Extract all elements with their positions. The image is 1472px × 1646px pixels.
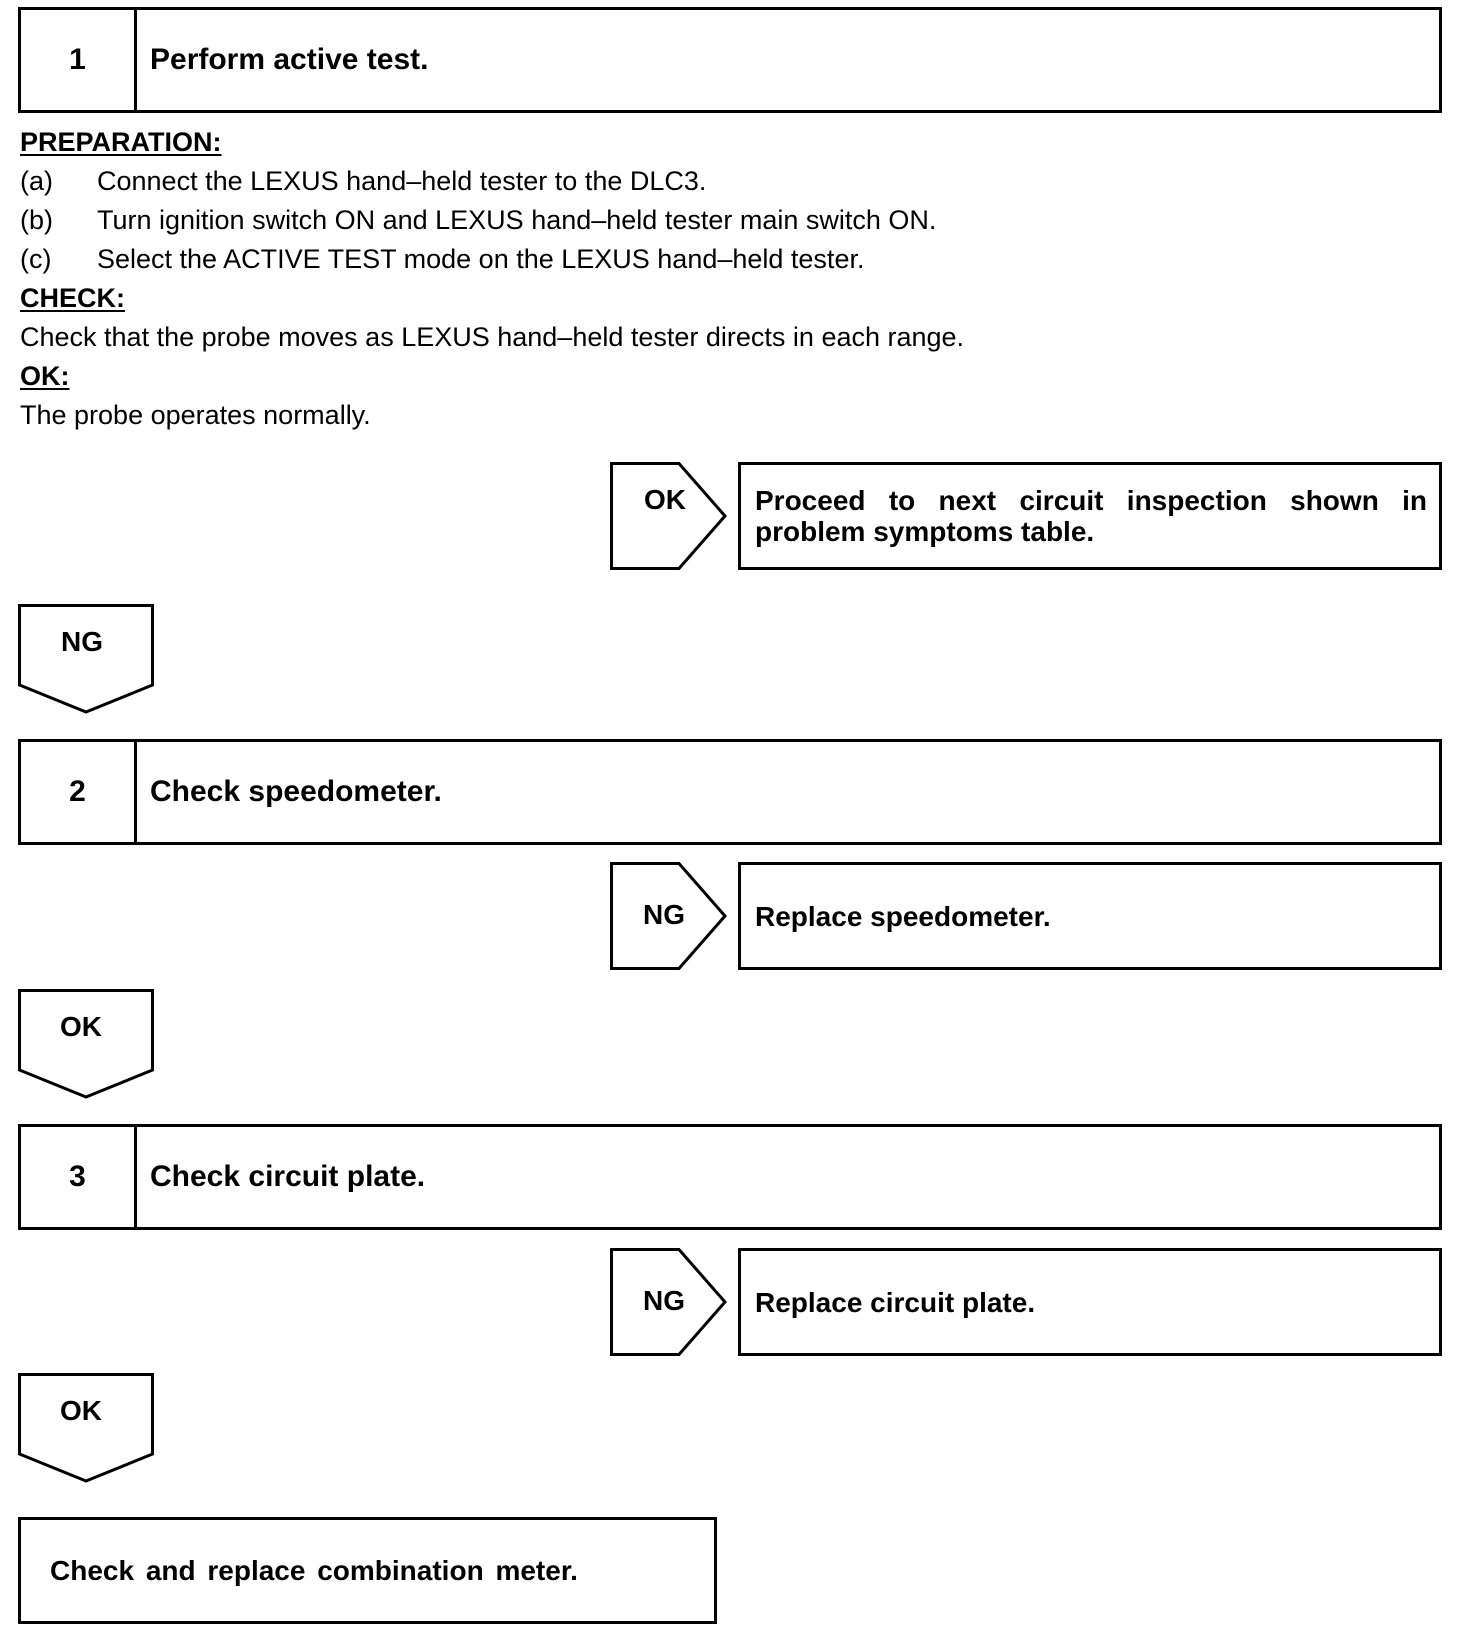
down-pointer-arrow-icon	[18, 989, 154, 1099]
item-mark: (a)	[20, 166, 53, 196]
item-text: Select the ACTIVE TEST mode on the LEXUS hand–held tester.	[97, 244, 865, 274]
ok-label: OK:	[20, 361, 70, 391]
ng-result-box: Replace speedometer.	[738, 862, 1442, 970]
step-title: Check speedometer.	[150, 775, 442, 808]
item-mark: (b)	[20, 205, 53, 235]
preparation-item-c	[20, 244, 864, 275]
step-number: 1	[21, 10, 137, 110]
ng-flow-pointer	[18, 604, 154, 714]
ok-result-box: Proceed to next circuit inspection shown in problem symptoms table.	[738, 462, 1442, 570]
final-action-box: Check and replace combination meter.	[18, 1517, 717, 1624]
step-number: 3	[21, 1127, 137, 1227]
check-label: CHECK:	[20, 283, 125, 313]
item-text: Turn ignition switch ON and LEXUS hand–held tester main switch ON.	[97, 205, 937, 235]
pointer-label: NG	[643, 899, 685, 930]
check-text: Check that the probe moves as LEXUS hand–held tester directs in each range.	[20, 322, 965, 352]
step-number: 2	[21, 742, 137, 842]
right-pointer-arrow-icon	[610, 462, 728, 570]
ok-branch-pointer	[610, 462, 728, 570]
pointer-label: OK	[644, 484, 686, 515]
step-1-header	[18, 7, 1442, 113]
ok-flow-pointer	[18, 989, 154, 1099]
step-3-header	[18, 1124, 1442, 1230]
down-pointer-arrow-icon	[18, 1373, 154, 1483]
ok-text: The probe operates normally.	[20, 400, 371, 430]
preparation-item-a	[20, 166, 706, 197]
step-title: Perform active test.	[150, 43, 429, 76]
item-mark: (c)	[20, 244, 52, 274]
item-text: Connect the LEXUS hand–held tester to the DLC3.	[97, 166, 707, 196]
pointer-label: OK	[60, 1011, 102, 1042]
ng-result-box: Replace circuit plate.	[738, 1248, 1442, 1356]
step-title: Check circuit plate.	[150, 1160, 426, 1193]
ng-branch-pointer	[610, 862, 728, 970]
down-pointer-arrow-icon	[18, 604, 154, 714]
preparation-label: PREPARATION:	[20, 127, 222, 157]
ng-branch-pointer	[610, 1248, 728, 1356]
step-2-header	[18, 739, 1442, 845]
pointer-label: NG	[61, 626, 103, 657]
preparation-item-b	[20, 205, 936, 236]
pointer-label: OK	[60, 1395, 102, 1426]
ok-flow-pointer	[18, 1373, 154, 1483]
pointer-label: NG	[643, 1285, 685, 1316]
